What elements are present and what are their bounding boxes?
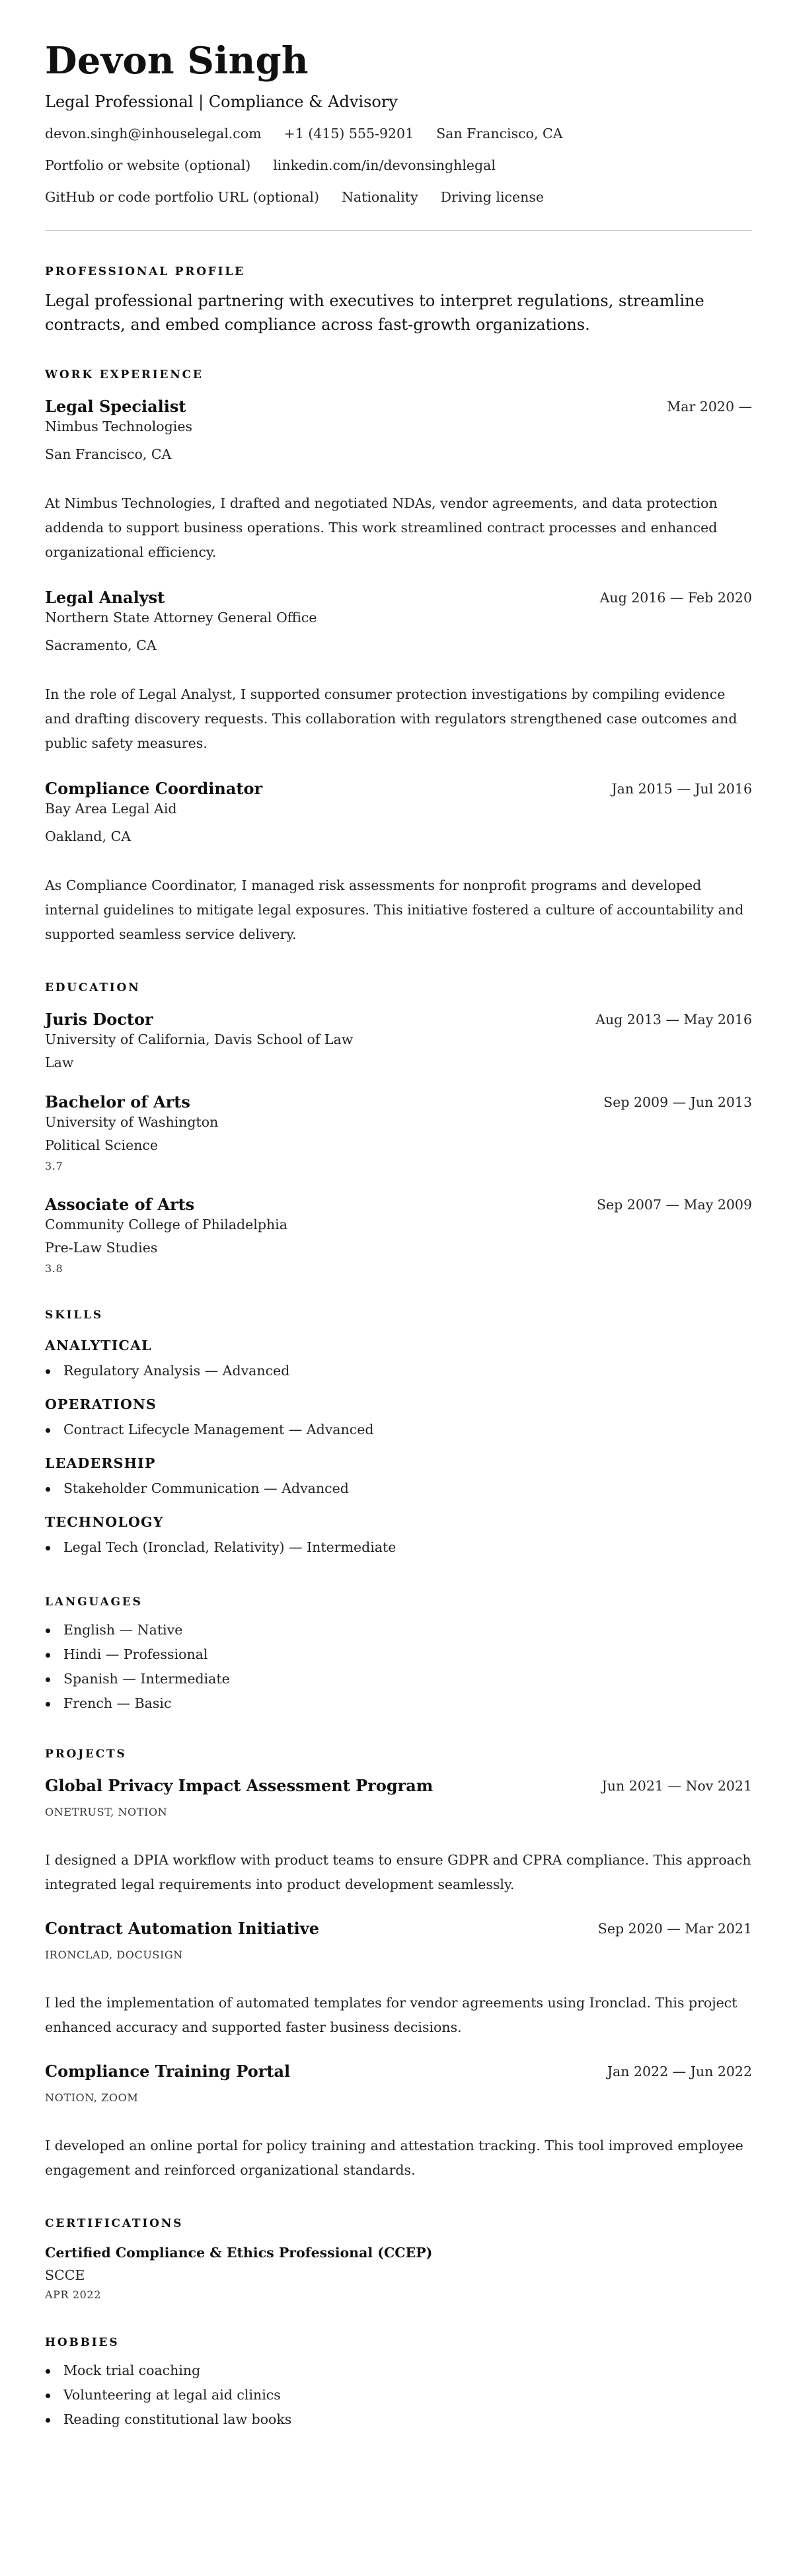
- school-name: University of California, Davis School of Law: [45, 1031, 354, 1047]
- project-tools: ONETRUST, NOTION: [45, 1806, 168, 1818]
- job-dates: Jan 2015 — Jul 2016: [611, 781, 752, 797]
- skill-list: [45, 1476, 752, 1501]
- github-link[interactable]: GitHub or code portfolio URL (optional): [45, 189, 319, 205]
- skill-item: Contract Lifecycle Management — Advanced: [45, 1418, 752, 1442]
- email-link[interactable]: devon.singh@inhouselegal.com: [45, 126, 262, 141]
- project-name: Compliance Training Portal: [45, 2062, 291, 2081]
- certification-date: APR 2022: [45, 2288, 101, 2301]
- contact-line-1: [45, 124, 752, 143]
- section-title-experience: WORK EXPERIENCE: [45, 368, 204, 382]
- language-item: English — Native: [45, 1618, 752, 1642]
- job-dates: Aug 2016 — Feb 2020: [599, 590, 752, 606]
- skill-item: Stakeholder Communication — Advanced: [45, 1476, 752, 1501]
- section-title-hobbies: HOBBIES: [45, 2336, 120, 2349]
- section-title-projects: PROJECTS: [45, 1748, 127, 1761]
- education-dates: Aug 2013 — May 2016: [595, 1012, 752, 1027]
- skill-list: [45, 1418, 752, 1442]
- profile-summary: Legal professional partnering with executives to interpret regulations, streamline contracts, and embed compliance across fast-growth organizations.: [45, 292, 704, 334]
- skill-category: LEADERSHIP: [45, 1455, 156, 1471]
- education-dates: Sep 2007 — May 2009: [597, 1197, 752, 1213]
- hobbies-section: [45, 2335, 752, 2432]
- resume-header: [45, 40, 752, 231]
- language-item: Hindi — Professional: [45, 1642, 752, 1667]
- experience-section: [45, 367, 752, 947]
- field-of-study: Law: [45, 1055, 74, 1070]
- skill-list: [45, 1359, 752, 1383]
- project-tools: IRONCLAD, DOCUSIGN: [45, 1949, 183, 1961]
- job-title: Compliance Coordinator: [45, 779, 263, 798]
- profile-section: [45, 264, 752, 337]
- skill-category: OPERATIONS: [45, 1396, 157, 1412]
- experience-entry: [45, 396, 752, 565]
- section-title-languages: LANGUAGES: [45, 1595, 143, 1609]
- company-name: Nimbus Technologies: [45, 419, 192, 434]
- skill-list: [45, 1535, 752, 1560]
- skill-category: TECHNOLOGY: [45, 1514, 164, 1530]
- project-name: Contract Automation Initiative: [45, 1919, 319, 1938]
- project-dates: Jan 2022 — Jun 2022: [607, 2064, 752, 2079]
- project-entry: [45, 2061, 752, 2183]
- job-location: Oakland, CA: [45, 828, 132, 844]
- project-dates: Sep 2020 — Mar 2021: [597, 1921, 752, 1937]
- skill-group: [45, 1454, 752, 1501]
- experience-entry: [45, 587, 752, 756]
- section-title-profile: PROFESSIONAL PROFILE: [45, 265, 245, 278]
- job-description: At Nimbus Technologies, I drafted and negotiated NDAs, vendor agreements, and data protection addenda to support business operations. This work streamlined contract processes and enhanced organizational efficiency.: [45, 495, 718, 560]
- projects-section: [45, 1746, 752, 2183]
- skills-section: [45, 1307, 752, 1560]
- skill-group: [45, 1513, 752, 1560]
- company-name: Bay Area Legal Aid: [45, 801, 177, 817]
- job-location: San Francisco, CA: [45, 446, 172, 462]
- experience-entry: [45, 778, 752, 947]
- section-title-education: EDUCATION: [45, 981, 141, 994]
- education-dates: Sep 2009 — Jun 2013: [603, 1094, 752, 1110]
- phone-text: +1 (415) 555-9201: [283, 126, 414, 141]
- job-title: Legal Specialist: [45, 397, 186, 416]
- job-description: As Compliance Coordinator, I managed risk assessments for nonprofit programs and developed internal guidelines to mitigate legal exposures. This initiative fostered a culture of accountability and supported seamless service delivery.: [45, 877, 744, 942]
- project-tools: NOTION, ZOOM: [45, 2091, 139, 2104]
- resume-content: [45, 40, 752, 2432]
- project-dates: Jun 2021 — Nov 2021: [601, 1778, 752, 1794]
- project-entry: [45, 1918, 752, 2040]
- skill-item: Legal Tech (Ironclad, Relativity) — Intermediate: [45, 1535, 752, 1560]
- project-description: I developed an online portal for policy training and attestation tracking. This tool improved employee engagement and reinforced organizational standards.: [45, 2138, 743, 2178]
- degree-title: Associate of Arts: [45, 1195, 195, 1214]
- certification-issuer: SCCE: [45, 2267, 85, 2283]
- hobby-list: [45, 2358, 752, 2432]
- skill-item: Regulatory Analysis — Advanced: [45, 1359, 752, 1383]
- languages-section: [45, 1594, 752, 1716]
- job-title: Legal Analyst: [45, 588, 165, 607]
- language-list: [45, 1618, 752, 1716]
- certifications-section: [45, 2216, 752, 2303]
- field-of-study: Political Science: [45, 1137, 159, 1153]
- hobby-item: Mock trial coaching: [45, 2358, 752, 2383]
- job-location: Sacramento, CA: [45, 637, 157, 653]
- skill-category: ANALYTICAL: [45, 1338, 152, 1353]
- project-entry: [45, 1775, 752, 1897]
- hobby-item: Reading constitutional law books: [45, 2407, 752, 2432]
- project-description: I led the implementation of automated templates for vendor agreements using Ironclad. This project enhanced accuracy and supported faster business decisions.: [45, 1995, 737, 2035]
- certification-entry: [45, 2243, 752, 2303]
- gpa-text: 3.7: [45, 1160, 63, 1172]
- language-item: French — Basic: [45, 1691, 752, 1716]
- certification-name: Certified Compliance & Ethics Professional (CCEP): [45, 2245, 433, 2261]
- skill-group: [45, 1336, 752, 1383]
- skill-group: [45, 1395, 752, 1442]
- hobby-item: Volunteering at legal aid clinics: [45, 2383, 752, 2407]
- portfolio-link[interactable]: Portfolio or website (optional): [45, 157, 251, 173]
- contact-line-3: [45, 188, 752, 206]
- field-of-study: Pre-Law Studies: [45, 1240, 158, 1256]
- language-item: Spanish — Intermediate: [45, 1667, 752, 1691]
- location-text: San Francisco, CA: [436, 126, 563, 141]
- education-entry: [45, 1194, 752, 1277]
- degree-title: Juris Doctor: [45, 1010, 153, 1029]
- education-entry: [45, 1092, 752, 1174]
- project-name: Global Privacy Impact Assessment Program: [45, 1776, 434, 1795]
- section-title-certifications: CERTIFICATIONS: [45, 2217, 184, 2230]
- degree-title: Bachelor of Arts: [45, 1092, 190, 1111]
- school-name: University of Washington: [45, 1114, 219, 1130]
- headline: Legal Professional | Compliance & Advisory: [45, 93, 398, 111]
- job-dates: Mar 2020 —: [667, 399, 752, 415]
- nationality-text: Nationality: [341, 189, 418, 205]
- header-divider: [45, 230, 752, 231]
- education-section: [45, 980, 752, 1277]
- school-name: Community College of Philadelphia: [45, 1217, 287, 1232]
- candidate-name: Devon Singh: [45, 39, 309, 83]
- gpa-text: 3.8: [45, 1262, 63, 1275]
- linkedin-link[interactable]: linkedin.com/in/devonsinghlegal: [273, 157, 496, 173]
- project-description: I designed a DPIA workflow with product teams to ensure GDPR and CPRA compliance. This approach integrated legal requirements into product development seamlessly.: [45, 1852, 751, 1892]
- job-description: In the role of Legal Analyst, I supported consumer protection investigations by compiling evidence and drafting discovery requests. This collaboration with regulators strengthened case outcomes and public safety measures.: [45, 686, 737, 751]
- driving-license-text: Driving license: [440, 189, 544, 205]
- section-title-skills: SKILLS: [45, 1308, 103, 1322]
- education-entry: [45, 1009, 752, 1072]
- contact-line-2: [45, 156, 752, 175]
- company-name: Northern State Attorney General Office: [45, 610, 317, 625]
